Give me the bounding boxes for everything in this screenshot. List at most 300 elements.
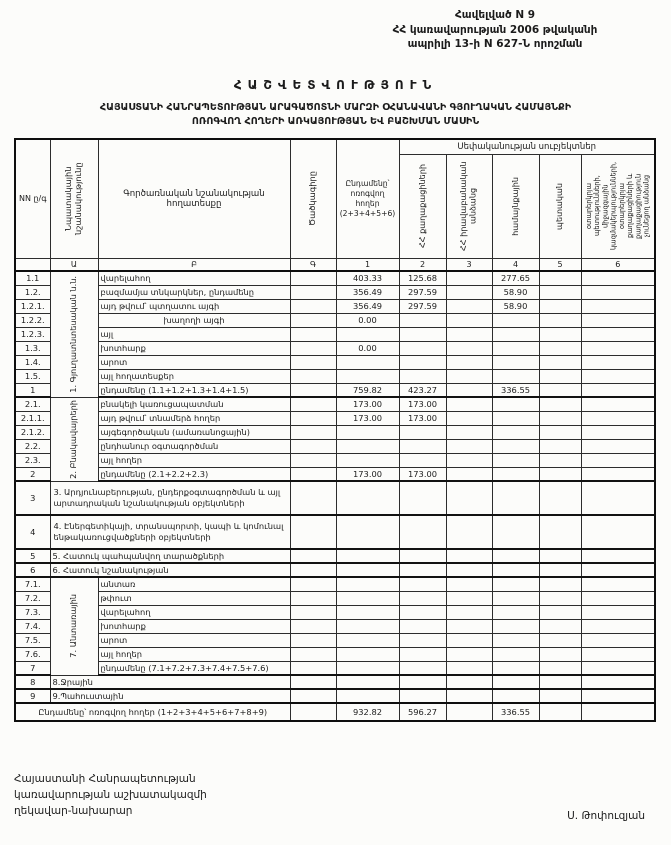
- table-row: [15, 515, 655, 549]
- section-label-text: 1. Գյուղատնտեսական ն.ն.: [68, 275, 79, 393]
- issuer-line-2: կառավարության աշխատակազմի: [14, 788, 207, 801]
- cell-col6: [581, 397, 655, 411]
- row-label: ընդամենը (1.1+1.2+1.3+1.4+1.5): [98, 383, 290, 397]
- cell-col4: [492, 577, 539, 591]
- cell-col5: [539, 515, 581, 549]
- cell-col5: [539, 563, 581, 577]
- table-row: [15, 689, 655, 703]
- cell-code: [290, 591, 336, 605]
- row-label: վարելահող: [98, 271, 290, 285]
- table-row: [15, 453, 655, 467]
- cell-col2: [399, 425, 446, 439]
- col-header-ownership-subjects: Սեփականության սուբյեկտներ: [399, 139, 655, 154]
- table-row: [15, 633, 655, 647]
- table-row: [15, 675, 655, 689]
- row-number: 2.3.: [15, 453, 50, 467]
- cell-col5: [539, 397, 581, 411]
- col-header-purpose: [50, 139, 98, 258]
- cell-col1: 356.49: [336, 285, 399, 299]
- cell-col6: [581, 411, 655, 425]
- row-number: 7: [15, 661, 50, 675]
- cell-col6: [581, 341, 655, 355]
- row-label: վարելահող: [98, 605, 290, 619]
- cell-col3: [446, 591, 492, 605]
- cell-col6: [581, 369, 655, 383]
- row-label: այլ հողեր: [98, 453, 290, 467]
- row-label: 3. Արդյունաբերության, ընդերքօգտագործման և այլ արտադրական նշանակության օբյեկտների: [50, 481, 290, 515]
- row-number: 8: [15, 675, 50, 689]
- row-number: 5: [15, 549, 50, 563]
- row-number: 1.1: [15, 271, 50, 285]
- cell-col2: [399, 313, 446, 327]
- row-label: 8.Ջրային: [50, 675, 290, 689]
- cell-col3: [446, 661, 492, 675]
- cell-col2: 423.27: [399, 383, 446, 397]
- report-table: [14, 138, 656, 722]
- cell-code: [290, 661, 336, 675]
- cell-col3: [446, 481, 492, 515]
- cell-col6: [581, 425, 655, 439]
- table-row: [15, 341, 655, 355]
- report-subtitle-1: ՀԱՅԱՍՏԱՆԻ ՀԱՆՐԱՊԵՏՈՒԹՅԱՆ ԱՐԱԳԱԾՈՏՆԻ ՄԱՐԶԻ ՕՀԱՆԱՎԱՆԻ ԳՅՈՒՂԱԿԱՆ ՀԱՄԱՅՆՔԻ: [99, 102, 572, 113]
- cell-col3: [446, 689, 492, 703]
- column-letter: 4: [492, 258, 539, 271]
- col-header-citizens-text: ՀՀ քաղաքացիների: [416, 163, 427, 249]
- row-number: 2.1.1.: [15, 411, 50, 425]
- signature-name: Ս. Թոփուզյան: [567, 810, 645, 822]
- column-letter: Գ: [290, 258, 336, 271]
- table-row: [15, 549, 655, 563]
- cell-col4: [492, 633, 539, 647]
- cell-col6: [581, 355, 655, 369]
- cell-col1: [336, 327, 399, 341]
- cell-col6: [581, 271, 655, 285]
- cell-col2: [399, 453, 446, 467]
- cell-col1: 403.33: [336, 271, 399, 285]
- cell-col4: [492, 425, 539, 439]
- cell-col6: [581, 689, 655, 703]
- cell-col4: [492, 689, 539, 703]
- section-label: [50, 577, 98, 675]
- cell-col6: [581, 647, 655, 661]
- cell-col6: [581, 675, 655, 689]
- cell-col3: [446, 467, 492, 481]
- cell-col6: [581, 313, 655, 327]
- cell-col4: [492, 439, 539, 453]
- cell-col4: [492, 355, 539, 369]
- table-row: [15, 577, 655, 591]
- cell-col2: [399, 341, 446, 355]
- cell-col2: [399, 481, 446, 515]
- column-letter: Ա: [50, 258, 98, 271]
- cell-col1: 173.00: [336, 397, 399, 411]
- row-label: այդ թվում՝ տնամերձ հողեր: [98, 411, 290, 425]
- cell-col5: [539, 453, 581, 467]
- cell-col5: [539, 661, 581, 675]
- row-label: այդ թվում՝ պտղատու այգի: [98, 299, 290, 313]
- cell-col6: [581, 563, 655, 577]
- table-row: [15, 647, 655, 661]
- row-number: 1: [15, 383, 50, 397]
- row-label: այլ հողեր: [98, 647, 290, 661]
- row-number: 6: [15, 563, 50, 577]
- cell-col2: 173.00: [399, 467, 446, 481]
- cell-col4: [492, 549, 539, 563]
- cell-code: [290, 369, 336, 383]
- cell-col1: [336, 355, 399, 369]
- cell-code: [290, 689, 336, 703]
- cell-col3: [446, 577, 492, 591]
- table-row: [15, 271, 655, 285]
- cell-code: [290, 383, 336, 397]
- cell-code: [290, 439, 336, 453]
- row-number: 7.2.: [15, 591, 50, 605]
- cell-col1: 932.82: [336, 703, 399, 721]
- cell-col6: [581, 605, 655, 619]
- cell-col5: [539, 383, 581, 397]
- cell-col3: [446, 453, 492, 467]
- cell-col5: [539, 619, 581, 633]
- cell-col1: [336, 647, 399, 661]
- column-letter: 1: [336, 258, 399, 271]
- table-row: [15, 355, 655, 369]
- column-letter: 3: [446, 258, 492, 271]
- col-header-code: [290, 139, 336, 258]
- cell-col4: [492, 313, 539, 327]
- cell-col3: [446, 605, 492, 619]
- table-row: [15, 563, 655, 577]
- cell-col6: [581, 439, 655, 453]
- cell-col3: [446, 515, 492, 549]
- report-subtitle-2: ՈՌՈԳՎՈՂ ՀՈՂԵՐԻ ԱՌԿԱՅՈՒԹՅԱՆ ԵՎ ԲԱՇԽՄԱՆ ՄԱՍԻՆ: [191, 115, 480, 127]
- row-label: անտառ: [98, 577, 290, 591]
- row-number: 7.3.: [15, 605, 50, 619]
- row-number: 1.2.: [15, 285, 50, 299]
- cell-col3: [446, 633, 492, 647]
- col-header-nn: NN ը/գ: [15, 139, 50, 258]
- table-row: [15, 397, 655, 411]
- row-number: 1.2.3.: [15, 327, 50, 341]
- cell-col5: [539, 299, 581, 313]
- cell-col5: [539, 411, 581, 425]
- cell-col2: 297.59: [399, 285, 446, 299]
- cell-col2: [399, 675, 446, 689]
- col-header-state: [539, 154, 581, 258]
- cell-code: [290, 515, 336, 549]
- cell-col1: [336, 605, 399, 619]
- table-row: [15, 327, 655, 341]
- cell-col4: [492, 453, 539, 467]
- cell-col5: [539, 647, 581, 661]
- cell-col3: [446, 327, 492, 341]
- cell-col1: 356.49: [336, 299, 399, 313]
- cell-col4: [492, 467, 539, 481]
- report-table-wrap: [14, 138, 656, 722]
- cell-col5: [539, 425, 581, 439]
- grand-total-label: Ընդամենը՝ ոռոգվող հողեր (1+2+3+4+5+6+7+8+9): [15, 703, 290, 721]
- appendix-line-1: Հավելված N 9: [454, 9, 536, 21]
- row-label: թփուտ: [98, 591, 290, 605]
- cell-code: [290, 675, 336, 689]
- cell-code: [290, 411, 336, 425]
- row-label: այլ: [98, 327, 290, 341]
- cell-col1: [336, 481, 399, 515]
- cell-col1: 0.00: [336, 313, 399, 327]
- section-label-text: 2. Բնակավայրերի: [68, 399, 79, 479]
- cell-col2: [399, 563, 446, 577]
- cell-col6: [581, 285, 655, 299]
- cell-col6: [581, 549, 655, 563]
- cell-col4: [492, 661, 539, 675]
- cell-code: [290, 633, 336, 647]
- section-label: [50, 397, 98, 481]
- cell-col3: [446, 439, 492, 453]
- col-header-foreign-text: օտարերկրյա պետությունների, միջազգային կազմակերպությունների, օտարերկրյա քաղաքացիների և քաղաքացիություն չունեցող անձանց: [584, 161, 651, 251]
- issuer-line-1: Հայաստանի Հանրապետության: [14, 773, 196, 785]
- report-table-body: [15, 271, 655, 721]
- row-number: 1.5.: [15, 369, 50, 383]
- cell-col1: [336, 689, 399, 703]
- cell-col6: [581, 453, 655, 467]
- cell-col2: [399, 355, 446, 369]
- cell-col1: [336, 675, 399, 689]
- cell-col2: [399, 689, 446, 703]
- cell-code: [290, 341, 336, 355]
- cell-col4: [492, 327, 539, 341]
- cell-col2: [399, 439, 446, 453]
- cell-col5: [539, 577, 581, 591]
- cell-col1: 0.00: [336, 341, 399, 355]
- cell-col3: [446, 299, 492, 313]
- table-row: [15, 383, 655, 397]
- cell-col4: 336.55: [492, 383, 539, 397]
- cell-col1: [336, 453, 399, 467]
- section-label: [50, 271, 98, 397]
- cell-col3: [446, 703, 492, 721]
- cell-code: [290, 467, 336, 481]
- col-header-foreign: [581, 154, 655, 258]
- table-row: [15, 439, 655, 453]
- report-title: ՀԱՇՎԵՏՎՈՒԹՅՈՒՆ: [233, 78, 438, 92]
- cell-col5: [539, 689, 581, 703]
- row-number: 1.2.1.: [15, 299, 50, 313]
- row-number: 1.3.: [15, 341, 50, 355]
- cell-col4: [492, 563, 539, 577]
- cell-col3: [446, 647, 492, 661]
- row-label: 5. Հատուկ պահպանվող տարածքների: [50, 549, 290, 563]
- table-row: [15, 411, 655, 425]
- cell-col2: [399, 647, 446, 661]
- title-block: [12, 78, 659, 129]
- cell-col5: [539, 591, 581, 605]
- cell-col5: [539, 703, 581, 721]
- cell-col2: [399, 577, 446, 591]
- cell-col2: [399, 661, 446, 675]
- cell-col5: [539, 271, 581, 285]
- cell-col3: [446, 675, 492, 689]
- cell-col1: [336, 577, 399, 591]
- issuer-line-3: ղեկավար-նախարար: [14, 804, 133, 817]
- cell-col5: [539, 675, 581, 689]
- cell-col5: [539, 285, 581, 299]
- column-letter: Բ: [98, 258, 290, 271]
- cell-col3: [446, 383, 492, 397]
- cell-col2: 596.27: [399, 703, 446, 721]
- cell-col4: [492, 591, 539, 605]
- cell-col2: 125.68: [399, 271, 446, 285]
- cell-col4: [492, 605, 539, 619]
- table-row: [15, 369, 655, 383]
- table-row: [15, 425, 655, 439]
- cell-code: [290, 647, 336, 661]
- cell-code: [290, 577, 336, 591]
- row-number: 2.2.: [15, 439, 50, 453]
- cell-code: [290, 703, 336, 721]
- row-number: 1.2.2.: [15, 313, 50, 327]
- row-label: խոտհարք: [98, 619, 290, 633]
- table-row: [15, 661, 655, 675]
- cell-col1: [336, 549, 399, 563]
- cell-col6: [581, 481, 655, 515]
- cell-code: [290, 605, 336, 619]
- row-number: 7.6.: [15, 647, 50, 661]
- cell-col5: [539, 633, 581, 647]
- col-header-legal-entities-text: ՀՀ իրավաբանական անձանց: [458, 161, 478, 251]
- cell-col4: [492, 647, 539, 661]
- appendix-line-3: ապրիլի 13-ի N 627-Ն որոշման: [407, 38, 583, 51]
- row-number: 2: [15, 467, 50, 481]
- row-label: խաղողի այգի: [98, 313, 290, 327]
- cell-col3: [446, 285, 492, 299]
- cell-code: [290, 453, 336, 467]
- cell-code: [290, 285, 336, 299]
- col-header-state-text: պետական: [554, 182, 565, 230]
- cell-col5: [539, 481, 581, 515]
- col-header-purpose-text: Նպատակային նշանակությունը: [63, 162, 83, 236]
- cell-code: [290, 481, 336, 515]
- col-header-citizens: [399, 154, 446, 258]
- cell-col1: [336, 425, 399, 439]
- cell-col5: [539, 549, 581, 563]
- column-letter: 2: [399, 258, 446, 271]
- table-row: [15, 619, 655, 633]
- row-label: արոտ: [98, 355, 290, 369]
- cell-col2: [399, 515, 446, 549]
- row-label: 6. Հատուկ նշանակության: [50, 563, 290, 577]
- cell-code: [290, 549, 336, 563]
- cell-col6: [581, 661, 655, 675]
- cell-code: [290, 563, 336, 577]
- cell-code: [290, 425, 336, 439]
- cell-col1: [336, 591, 399, 605]
- cell-col2: [399, 619, 446, 633]
- row-number: 7.5.: [15, 633, 50, 647]
- cell-col5: [539, 313, 581, 327]
- cell-col4: [492, 411, 539, 425]
- column-letter: [15, 258, 50, 271]
- cell-col2: 297.59: [399, 299, 446, 313]
- row-label: արոտ: [98, 633, 290, 647]
- cell-col3: [446, 341, 492, 355]
- cell-col1: [336, 633, 399, 647]
- cell-col6: [581, 299, 655, 313]
- column-letter: 5: [539, 258, 581, 271]
- cell-code: [290, 619, 336, 633]
- cell-col5: [539, 605, 581, 619]
- row-number: 4: [15, 515, 50, 549]
- column-letter: 6: [581, 258, 655, 271]
- cell-col5: [539, 369, 581, 383]
- cell-col3: [446, 355, 492, 369]
- appendix-line-2: ՀՀ կառավարության 2006 թվականի: [392, 23, 598, 36]
- table-row: [15, 285, 655, 299]
- row-label: ընդհանուր օգտագործման: [98, 439, 290, 453]
- cell-col5: [539, 355, 581, 369]
- row-label: ընդամենը (2.1+2.2+2.3): [98, 467, 290, 481]
- cell-col3: [446, 619, 492, 633]
- cell-code: [290, 327, 336, 341]
- cell-col6: [581, 591, 655, 605]
- row-label: խոտհարք: [98, 341, 290, 355]
- cell-col3: [446, 313, 492, 327]
- cell-col2: 173.00: [399, 411, 446, 425]
- table-row: [15, 591, 655, 605]
- cell-col4: 58.90: [492, 285, 539, 299]
- cell-col5: [539, 327, 581, 341]
- table-row: [15, 299, 655, 313]
- cell-col3: [446, 369, 492, 383]
- col-header-total-irrigated: Ընդամենը՝ ոռոգվող հողեր (2+3+4+5+6): [336, 139, 399, 258]
- row-number: 9: [15, 689, 50, 703]
- cell-col5: [539, 439, 581, 453]
- cell-col3: [446, 563, 492, 577]
- cell-col6: [581, 577, 655, 591]
- cell-col4: [492, 341, 539, 355]
- cell-col4: 58.90: [492, 299, 539, 313]
- row-number: 7.4.: [15, 619, 50, 633]
- grand-total-row: [15, 703, 655, 721]
- column-letters-row: [15, 258, 655, 271]
- cell-code: [290, 299, 336, 313]
- issuer-block: [14, 772, 207, 819]
- cell-col2: [399, 549, 446, 563]
- col-header-legal-entities: [446, 154, 492, 258]
- cell-col4: [492, 515, 539, 549]
- cell-col4: [492, 481, 539, 515]
- col-header-code-text: Ծածկագիրը: [307, 171, 318, 227]
- cell-code: [290, 313, 336, 327]
- row-label: 9.Պահուստային: [50, 689, 290, 703]
- cell-col1: [336, 439, 399, 453]
- cell-col5: [539, 341, 581, 355]
- row-label: այլ հողատեսքեր: [98, 369, 290, 383]
- cell-code: [290, 355, 336, 369]
- cell-col4: [492, 369, 539, 383]
- cell-col1: 173.00: [336, 467, 399, 481]
- cell-col1: [336, 515, 399, 549]
- row-label: 4. Էներգետիկայի, տրանսպորտի, կապի և կոմունալ ենթակառուցվածքների օբյեկտների: [50, 515, 290, 549]
- cell-col6: [581, 703, 655, 721]
- cell-col3: [446, 549, 492, 563]
- cell-code: [290, 397, 336, 411]
- header-row-top: [15, 139, 655, 154]
- cell-col6: [581, 633, 655, 647]
- cell-col2: [399, 633, 446, 647]
- table-row: [15, 481, 655, 515]
- cell-col4: [492, 619, 539, 633]
- cell-col4: [492, 675, 539, 689]
- row-number: 7.1.: [15, 577, 50, 591]
